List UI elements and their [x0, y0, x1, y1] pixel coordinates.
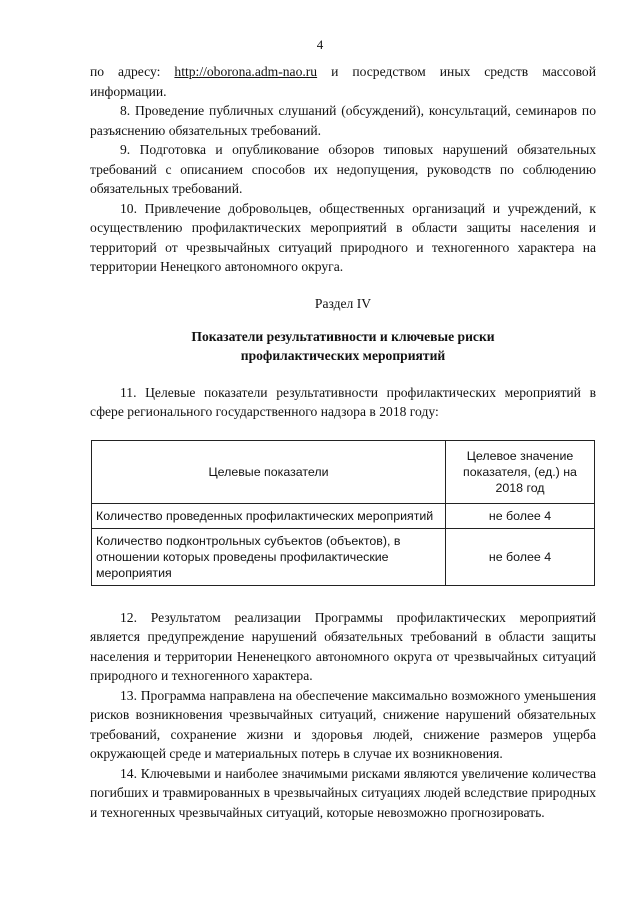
intro-suffix: и посредством иных средств массовой информации. [90, 64, 596, 99]
row-value: не более 4 [446, 528, 595, 585]
item-13: 13. Программа направлена на обеспечение максимально возможного уменьшения рисков возникновения чрезвычайных ситуаций, снижение нарушений обязательных требований, сохранение жизни и здоровья людей, снижение размеров ущерба окружающей среде и материальных потерь в случае их возникновения. [90, 687, 596, 762]
section-title-line2: профилактических мероприятий [240, 348, 446, 364]
page-number: 4 [316, 37, 324, 52]
row-indicator: Количество подконтрольных субъектов (объектов), в отношении которых проведены профилактические мероприятия [92, 528, 446, 585]
header-indicators: Целевые показатели [92, 440, 446, 503]
intro-paragraph [90, 62, 596, 101]
header-target-value: Целевое значение показателя, (ед.) на 2018 год [446, 440, 595, 503]
intro-prefix: по адресу: [90, 64, 175, 79]
indicators-table [91, 440, 595, 586]
item-9: 9. Подготовка и опубликование обзоров типовых нарушений обязательных требований с описанием способов их недопущения, руководств по соблюдению обязательных требований. [90, 142, 596, 196]
item-11: 11. Целевые показатели результативности профилактических мероприятий в сфере регионального государственного надзора в 2018 году: [90, 384, 596, 420]
table-row [92, 503, 595, 528]
item-8: 8. Проведение публичных слушаний (обсуждений), консультаций, семинаров по разъяснению обязательных требований. [90, 103, 596, 138]
table-header-row [92, 440, 595, 503]
section-label: Раздел IV [314, 295, 372, 311]
table-row [92, 528, 595, 585]
item-14: 14. Ключевыми и наиболее значимыми рисками являются увеличение количества погибших и травмированных в чрезвычайных ситуациях людей вследствие природных и техногенных чрезвычайных ситуаций, которые невозможно прогнозировать. [90, 765, 596, 820]
row-indicator: Количество проведенных профилактических мероприятий [92, 503, 446, 528]
row-value: не более 4 [446, 503, 595, 528]
item-12: 12. Результатом реализации Программы профилактических мероприятий является предупреждение нарушений обязательных требований в области защиты населения и территории Нененецкого автономного округа от чрезвычайных ситуаций природного и техногенного характера. [90, 609, 596, 684]
document-body [90, 62, 596, 822]
section-title-line1: Показатели результативности и ключевые риски [191, 328, 495, 344]
oborona-link[interactable]: http://oborona.adm-nao.ru [174, 64, 318, 79]
item-10: 10. Привлечение добровольцев, общественных организаций и учреждений, к осуществлению профилактических мероприятий в области защиты населения и территорий от чрезвычайных ситуаций природного и техногенного характера на территории Ненецкого автономного округа. [90, 200, 596, 274]
